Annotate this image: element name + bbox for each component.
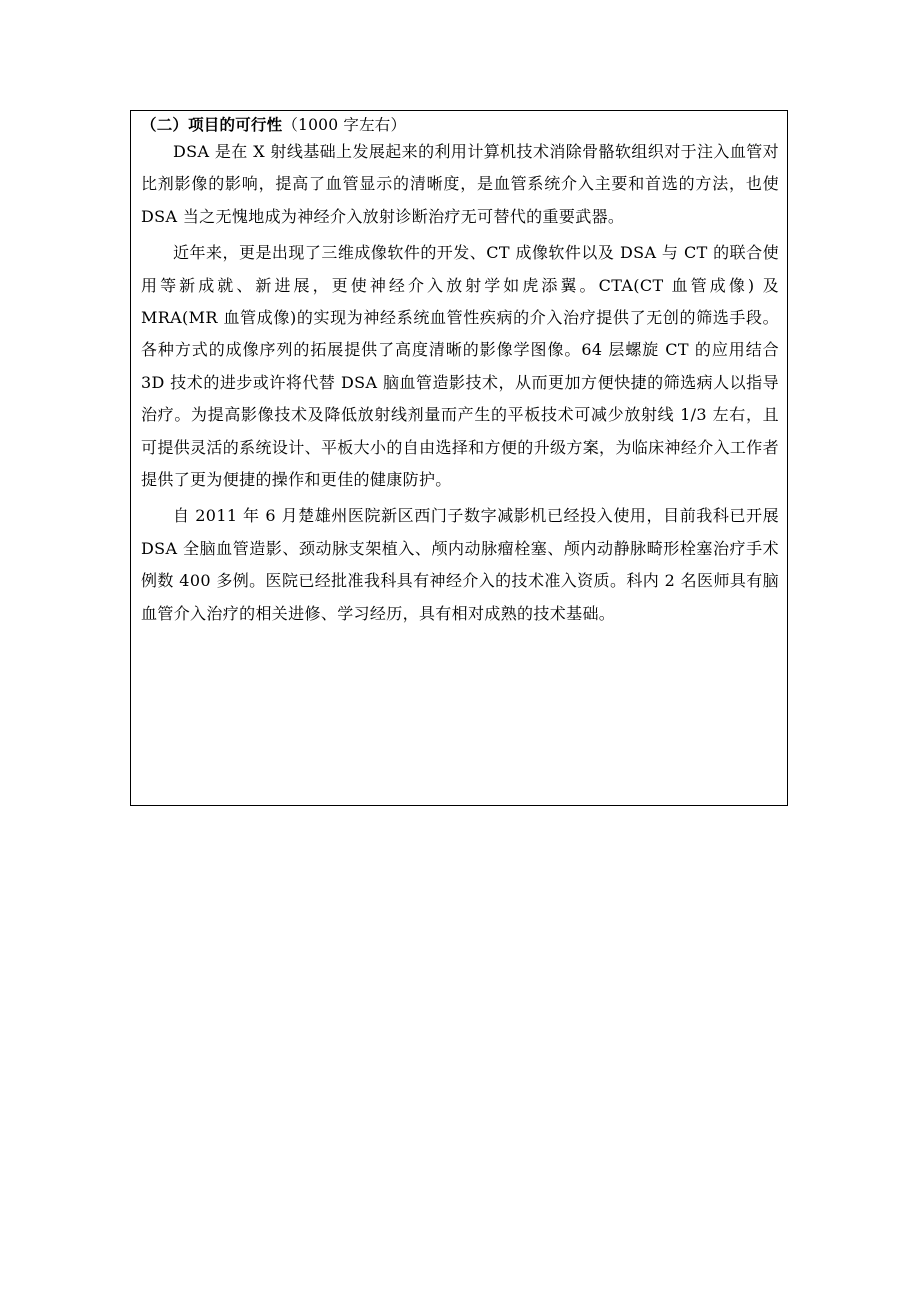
paragraph-department-status: 自 2011 年 6 月楚雄州医院新区西门子数字减影机已经投入使用，目前我科已开展 DSA 全脑血管造影、颈动脉支架植入、颅内动脉瘤栓塞、颅内动静脉畸形栓塞治疗手术例数 400 多例。医院已经批准我科具有神经介入的技术准入资质。科内 2 名医师具有脑血管介入治疗的相关进修、学习经历，具有相对成熟的技术基础。 [141, 506, 779, 623]
section-heading-title: （二）项目的可行性 [141, 115, 283, 134]
paragraph-recent-progress: 近年来，更是出现了三维成像软件的开发、CT 成像软件以及 DSA 与 CT 的联合使用等新成就、新进展，更使神经介入放射学如虎添翼。CTA(CT 血管成像) 及 MRA(MR 血管成像)的实现为神经系统血管性疾病的介入治疗提供了无创的筛选手段。各种方式的成像序列的拓展提供了高度清晰的影像学图像。64 层螺旋 CT 的应用结合 3D 技术的进步或许将代替 DSA 脑血管造影技术，从而更加方便快捷的筛选病人以指导治疗。为提高影像技术及降低放射线剂量而产生的平板技术可减少放射线 1/3 左右，且可提供灵活的系统设计、平板大小的自由选择和方便的升级方案，为临床神经介入工作者提供了更为便捷的操作和更佳的健康防护。 [141, 243, 779, 490]
paragraph-dsa-intro: DSA 是在 X 射线基础上发展起来的利用计算机技术消除骨骼软组织对于注入血管对比剂影像的影响，提高了血管显示的清晰度，是血管系统介入主要和首选的方法，也使 DSA 当之无愧地成为神经介入放射诊断治疗无可替代的重要武器。 [141, 142, 779, 226]
feasibility-section-box [130, 110, 788, 806]
section-heading [141, 114, 779, 136]
section-heading-note: （1000 字左右） [282, 116, 407, 134]
